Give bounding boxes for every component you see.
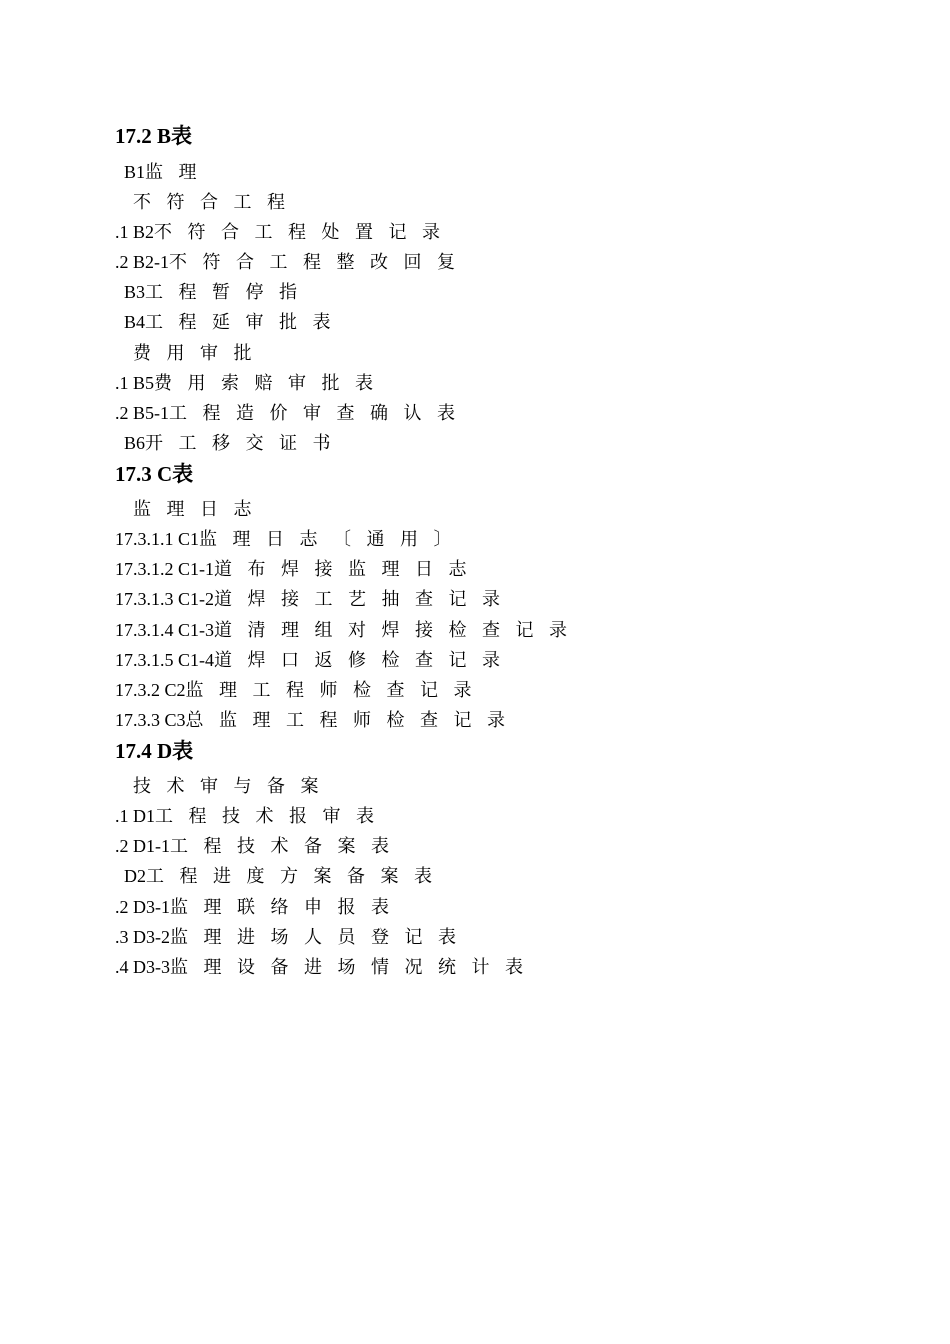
- list-item: 费用审批: [133, 343, 267, 363]
- list-item: .4 D3-3监理设备进场情况统计表: [115, 957, 539, 977]
- list-item: 17.3.1.5 C1-4道焊口返修检查记录: [115, 650, 516, 670]
- list-item: .2 D3-1监理联络申报表: [115, 897, 405, 917]
- list-item: .3 D3-2监理进场人员登记表: [115, 927, 472, 947]
- list-item: .2 D1-1工程技术备案表: [115, 836, 405, 856]
- list-item: .1 B5费用索赔审批表: [115, 373, 389, 393]
- list-item: 不符合工程: [133, 192, 301, 212]
- list-item: 17.3.1.3 C1-2道焊接工艺抽查记录: [115, 589, 516, 609]
- list-item: .1 B2不符合工程处置记录: [115, 222, 456, 242]
- section-heading-b: 17.2 B表: [115, 124, 193, 148]
- list-item: 17.3.3 C3总监理工程师检查记录: [115, 710, 521, 730]
- list-item: 监理日志: [133, 499, 267, 519]
- list-item: 17.3.1.1 C1监理日志〔通用〕: [115, 529, 468, 549]
- list-item: 17.3.1.2 C1-1道布焊接监理日志: [115, 559, 482, 579]
- list-item: .2 B2-1不符合工程整改回复: [115, 252, 471, 272]
- list-item: .2 B5-1工程造价审查确认表: [115, 403, 471, 423]
- list-item: .1 D1工程技术报审表: [115, 806, 390, 826]
- list-item: 17.3.1.4 C1-3道清理组对焊接检查记录: [115, 620, 583, 640]
- list-item: 17.3.2 C2监理工程师检查记录: [115, 680, 488, 700]
- section-heading-d: 17.4 D表: [115, 739, 194, 763]
- list-item: 技术审与备案: [133, 776, 334, 796]
- list-item: D2工程进度方案备案表: [124, 866, 448, 886]
- list-item: B1监理: [124, 162, 213, 182]
- section-heading-c: 17.3 C表: [115, 462, 194, 486]
- list-item: B3工程暂停指: [124, 282, 313, 302]
- list-item: B6开工移交证书: [124, 433, 347, 453]
- list-item: B4工程延审批表: [124, 312, 347, 332]
